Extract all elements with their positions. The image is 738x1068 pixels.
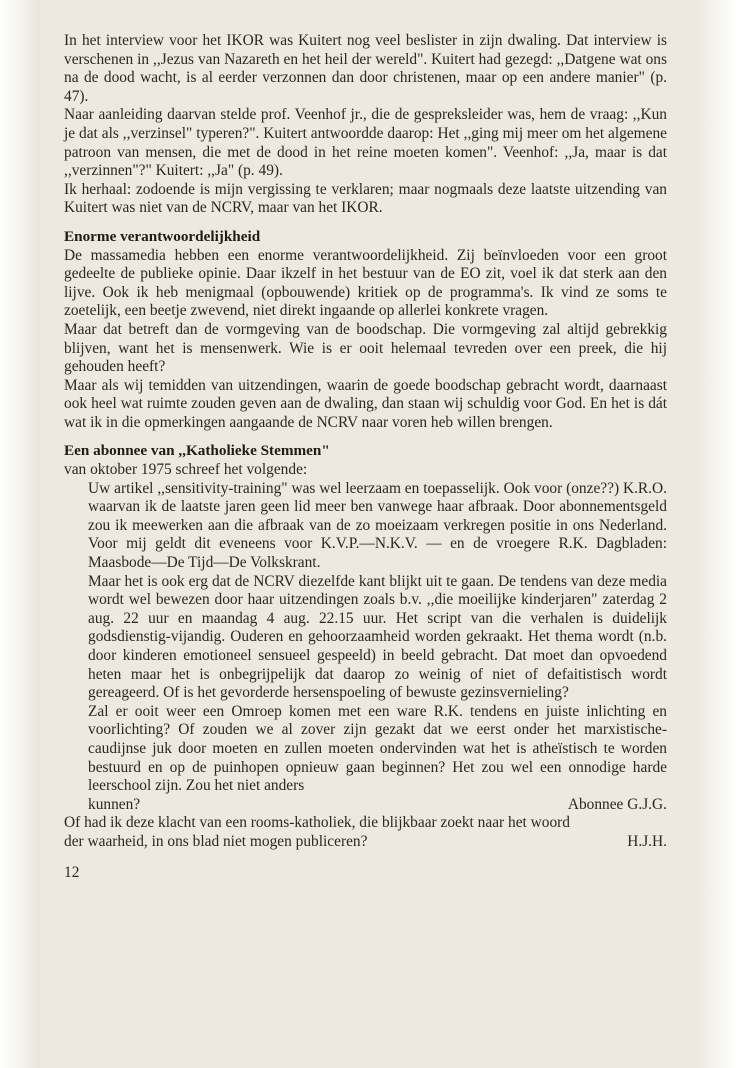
closing-paragraph: Of had ik deze klacht van een rooms-katholiek, die blijkbaar zoekt naar het woord bbox=[64, 814, 570, 832]
section1-paragraph-1: De massamedia hebben een enorme verantwoordelijkheid. Zij beïnvloeden voor een groot gedeelte de publieke opinie. Daar ikzelf in het bestuur van de EO zit, voel ik dat sterk aan den lijve. Ook ik heb menigmaal (opbouwende) kritiek op de programma's. Ik vind ze soms te zoetelijk, een beetje zwevend, niet direkt ingaande op allerlei konkrete vragen. bbox=[64, 246, 667, 320]
scan-left-margin bbox=[0, 0, 40, 1068]
quote-last-words: kunnen? bbox=[88, 795, 141, 813]
scan-right-margin bbox=[698, 0, 738, 1068]
intro-paragraph-2: Naar aanleiding daarvan stelde prof. Veenhof jr., die de gespreksleider was, hem de vraag: ,,Kun je dat als ,,verzinsel" typeren?". Kuitert antwoordde daarop: Het ,,ging mij meer om het algemene patroon van mensen, die met de dood in het reine moeten komen". Veenhof: ,,Ja, maar is dat ,,verzinnen"?" Kuitert: ,,Ja" (p. 49). bbox=[64, 106, 667, 180]
magazine-page bbox=[40, 0, 698, 1068]
quote-paragraph-3: Zal er ooit weer een Omroep komen met een ware R.K. tendens en juiste inlichting en voorlichting? Of zouden we al zover zijn gezakt dat we eerst onder het marxistische-caudijnse juk door moeten en zullen moeten ondervinden wat het is atheïstisch te worden bestuurd en op de puinhopen opnieuw gaan beginnen? Het zou wel een onnodige harde leerschool zijn. Zou het niet anders bbox=[88, 702, 667, 795]
section-heading-responsibility: Enorme verantwoordelijkheid bbox=[64, 227, 261, 245]
quote-paragraph-1: Uw artikel ,,sensitivity-training" was wel leerzaam en toepasselijk. Ook voor (onze??) K.R.O. waarvan ik de laatste jaren geen lid meer ben vanwege haar afbraak. Door abonnementsgeld zou ik meewerken aan die afbraak van de zo moeizaam verkregen positie in ons Nederland. Voor mij geldt dit eveneens voor K.V.P.—N.K.V. — en de vroegere R.K. Dagbladen: Maasbode—De Tijd—De Volkskrant. bbox=[88, 479, 667, 572]
closing-signature-row bbox=[64, 833, 667, 852]
closing-last-words: der waarheid, in ons blad niet mogen publiceren? bbox=[64, 832, 368, 850]
section1-paragraph-2: Maar dat betreft dan de vormgeving van de boodschap. Die vormgeving zal altijd gebrekkig blijven, want het is mensenwerk. Wie is er ooit helemaal tevreden over een preek, die hij gehouden heeft? bbox=[64, 320, 667, 376]
intro-paragraph-1: In het interview voor het IKOR was Kuitert nog veel beslister in zijn dwaling. Dat interview is verschenen in ,,Jezus van Nazareth en het heil der wereld". Kuitert had gezegd: ,,Datgene wat ons na de dood wacht, is al eerder verzonnen dan door christenen, maar op een andere manier" (p. 47). bbox=[64, 32, 667, 105]
page-content bbox=[64, 32, 667, 882]
section1-paragraph-3: Maar als wij temidden van uitzendingen, waarin de goede boodschap gebracht wordt, daarnaast ook heel wat ruimte zouden geven aan de dwaling, dan staan wij schuldig voor God. En het is dát wat ik in die opmerkingen aangaande de NCRV naar voren heb willen brengen. bbox=[64, 376, 667, 431]
intro-paragraph-3: Ik herhaal: zodoende is mijn vergissing te verklaren; maar nogmaals deze laatste uitzending van Kuitert was niet van de NCRV, maar van het IKOR. bbox=[64, 180, 667, 217]
page-number: 12 bbox=[64, 863, 80, 881]
section2-intro: van oktober 1975 schreef het volgende: bbox=[64, 461, 308, 479]
quote-signature: Abonnee G.J.G. bbox=[567, 795, 667, 813]
closing-signature: H.J.H. bbox=[627, 832, 667, 850]
quote-paragraph-2: Maar het is ook erg dat de NCRV diezelfde kant blijkt uit te gaan. De tendens van deze media wordt wel bewezen door haar uitzendingen zoals b.v. ,,die moeilijke kinderjaren" zaterdag 2 aug. 22 uur en maandag 4 aug. 22.15 uur. Het script van die verhalen is duidelijk godsdienstig-vijandig. Ouderen en gehoorzaamheid worden gekraakt. Het thema wordt (n.b. door kinderen emotioneel sensueel gespeeld) in beeld gebracht. Dat moet dan opvoedend heten maar het is onbegrijpelijk dat daarop zo weinig of niet of defaitistisch wordt gereageerd. Of is het gevorderde hersenspoeling of bewuste gezinsvernieling? bbox=[88, 572, 667, 702]
section-heading-subscriber: Een abonnee van ,,Katholieke Stemmen" bbox=[64, 442, 330, 460]
letter-quote bbox=[88, 480, 667, 815]
quote-signature-row bbox=[88, 796, 667, 815]
